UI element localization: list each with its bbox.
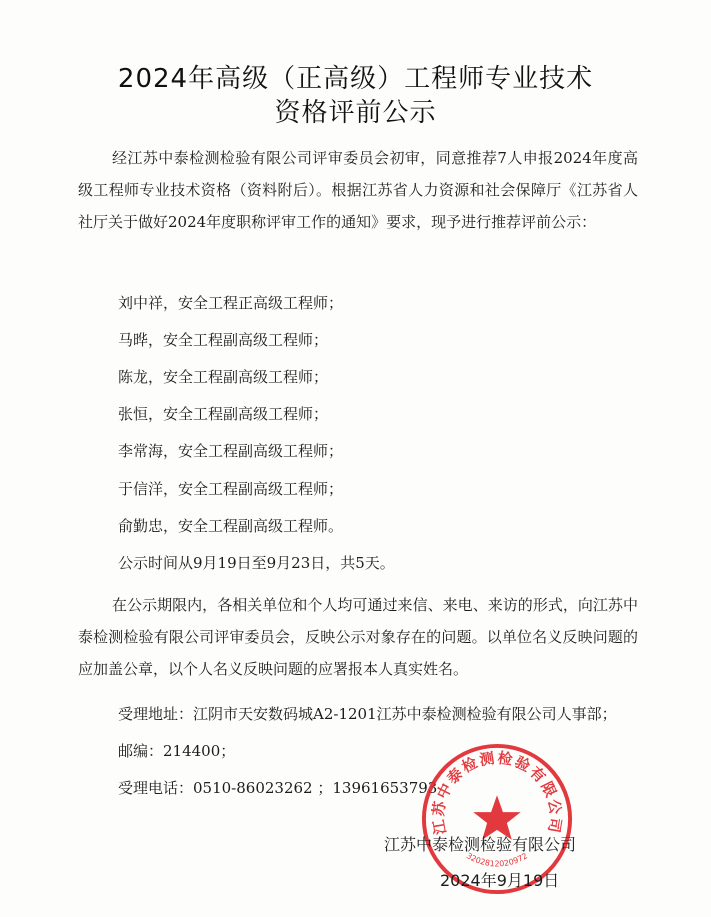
seal-code: 3202812020972 [464,851,530,869]
document-title-line2: 资格评前公示 [274,98,437,128]
seal-text: 江苏中泰检测检验有限公司 [430,749,564,836]
signature-date: 2024年9月19日 [440,871,560,890]
candidate-item: 陈龙，安全工程副高级工程师； [118,368,329,386]
contact-postcode: 邮编：214400； [118,742,236,760]
feedback-paragraph: 在公示期限内，各相关单位和个人均可通过来信、来电、来访的形式，向江苏中泰检测检验有限公司评审委员会，反映公示对象存在的问题。以单位名义反映问题的应加盖公章，以个人名义反映问题的应署报本人真实姓名。 [78,596,638,678]
candidate-item: 俞勤忠，安全工程副高级工程师。 [118,517,344,535]
candidate-item: 李常海，安全工程副高级工程师； [118,442,344,460]
publicity-period: 公示时间从9月19日至9月23日，共5天。 [118,554,395,572]
intro-paragraph: 经江苏中泰检测检验有限公司评审委员会初审，同意推荐7人申报2024年度高级工程师专业技术资格（资料附后）。根据江苏省人力资源和社会保障厅《江苏省人社厅关于做好2024年度职称评审工作的通知》要求，现予进行推荐评前公示： [78,149,638,231]
candidate-item: 于信洋，安全工程副高级工程师； [118,480,344,498]
candidate-item: 马晔，安全工程副高级工程师； [118,331,329,349]
contact-address: 受理地址：江阴市天安数码城A2-1201江苏中泰检测检验有限公司人事部； [118,705,617,723]
candidate-item: 张恒，安全工程副高级工程师； [118,405,329,423]
document-title-line1: 2024年高级（正高级）工程师专业技术 [117,64,594,94]
signature-company: 江苏中泰检测检验有限公司 [384,835,577,854]
contact-phone: 受理电话：0510-86023262 ；13961653793 [118,779,438,797]
candidate-item: 刘中祥，安全工程正高级工程师； [118,294,344,312]
